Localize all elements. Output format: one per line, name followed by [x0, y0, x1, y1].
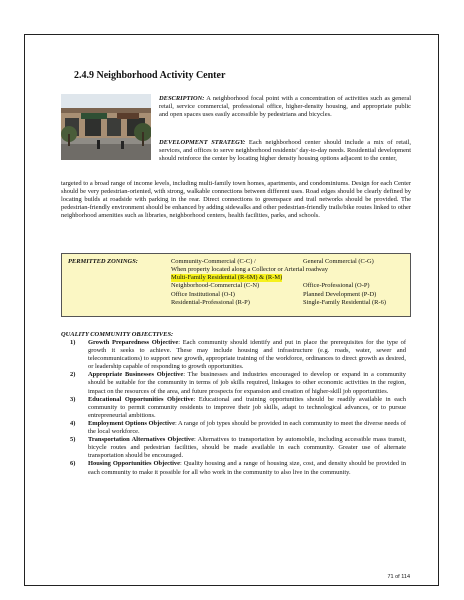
objectives-title: QUALITY COMMUNITY OBJECTIVES: [61, 331, 174, 338]
zoning-item-highlighted: Multi-Family Residential (R-6M) & (R-M) [171, 274, 283, 281]
objective-item [66, 420, 406, 436]
objective-item [66, 339, 406, 371]
objective-name: Transportation Alternatives Objective [88, 436, 194, 444]
development-strategy-continued: targeted to a broad range of income levels, including multi-family town homes, apartments, and condominiums. Design for each Center should be very pedestrian-oriented, with strong, walkable connections between different uses. Road edges should be clearly defined by locating builds at roadside with parking in the rear. Direct connections to greenspace and trail networks should be provided. The pedestrian-friendly environment should be enhanced by adding sidewalks and other pedestrian-friendly trails/bike routes linked to other neighborhood amenities such as libraries, neighborhood centers, health facilities, parks, and schools. [61, 180, 411, 220]
permitted-zonings-box [61, 253, 411, 317]
objective-name: Employment Options Objective [88, 419, 175, 427]
objective-text: : Alternatives to transportation by automobile, including accessible mass transit, bicycle routes and pedestrian facilities, should be made available in each community. Greater use of alternate transportation should be encouraged. [88, 436, 406, 460]
objective-number: 3) [70, 395, 76, 403]
development-strategy-text: Each neighborhood center should include a mix of retail, services, and offices to serve neighborhood residents’ day-to-day needs. Residential development should reinforce the center by locating higher density housing options adjacent to the center, [159, 139, 412, 163]
zoning-item: Office Institutional (O-I) [171, 291, 235, 298]
objectives-list [66, 339, 406, 477]
zonings-label: PERMITTED ZONINGS: [68, 258, 138, 265]
objective-item [66, 436, 406, 460]
description-paragraph [159, 95, 411, 119]
objective-text: : The businesses and industries encouraged to develop or expand in a community should be suitable for the community in terms of job skills required, linkages to other economic activities in the region, impact on the resources of the area, and future prospects for expansion and creation of higher-skill job opportunities. [88, 371, 406, 395]
objective-item [66, 371, 406, 395]
section-title: 2.4.9 Neighborhood Activity Center [74, 70, 226, 81]
objective-name: Appropriate Businesses Objective [88, 371, 184, 379]
objective-text: : Each community should identify and put in place the prerequisites for the type of growth it seeks to achieve. These may include housing and infrastructure (e.g. roads, water, sewer and telecommunications) to support new growth, appropriate training of the workforce, ordinances to direct growth as desired, or leadership capable of responding to growth opportunities. [88, 339, 407, 371]
page-number: 71 of 114 [387, 574, 410, 580]
zoning-item: Planned Development (P-D) [303, 291, 377, 298]
objective-item [66, 460, 406, 476]
description-label: DESCRIPTION: [159, 95, 205, 102]
objective-text: : A range of job types should be provided in each community to meet the diverse needs of the local workforce. [88, 419, 406, 436]
zoning-item: Neighborhood-Commercial (C-N) [171, 282, 260, 289]
description-text: A neighborhood focal point with a concentration of activities such as general retail, service commercial, professional office, higher-density housing, and appropriate public and open spaces uses easily accessible by pedestrians and bicycles. [159, 95, 411, 119]
development-strategy-paragraph [159, 139, 411, 163]
objective-number: 4) [70, 419, 76, 427]
zoning-item: Residential-Professional (R-P) [171, 299, 250, 306]
zoning-condition: When property located along a Collector or Arterial roadway [171, 266, 328, 273]
objective-text: : Educational and training opportunities should be readily available in each community to permit community residents to improve their job skills, adapt to technological advances, or to pursue entrepreneurial ambitions. [88, 395, 406, 419]
objective-name: Growth Preparedness Objective [88, 339, 179, 346]
objective-number: 6) [70, 460, 76, 468]
objective-text: : Quality housing and a range of housing size, cost, and density should be provided in each community to make it possible for all who work in the community to also live in the community. [88, 460, 406, 476]
objective-number: 1) [70, 339, 76, 346]
objective-number: 5) [70, 436, 76, 444]
zoning-item: General Commercial (C-G) [303, 258, 374, 265]
objective-item [66, 396, 406, 420]
objective-name: Educational Opportunities Objective [88, 395, 194, 403]
zoning-item: Community-Commercial (C-C) / [171, 258, 256, 265]
objective-number: 2) [70, 371, 76, 379]
zoning-item: Office-Professional (O-P) [303, 282, 370, 289]
storefront-photo [61, 94, 151, 160]
development-strategy-label: DEVELOPMENT STRATEGY: [159, 139, 246, 146]
zoning-item: Single-Family Residential (R-6) [303, 299, 386, 306]
objective-name: Housing Opportunities Objective [88, 460, 180, 468]
